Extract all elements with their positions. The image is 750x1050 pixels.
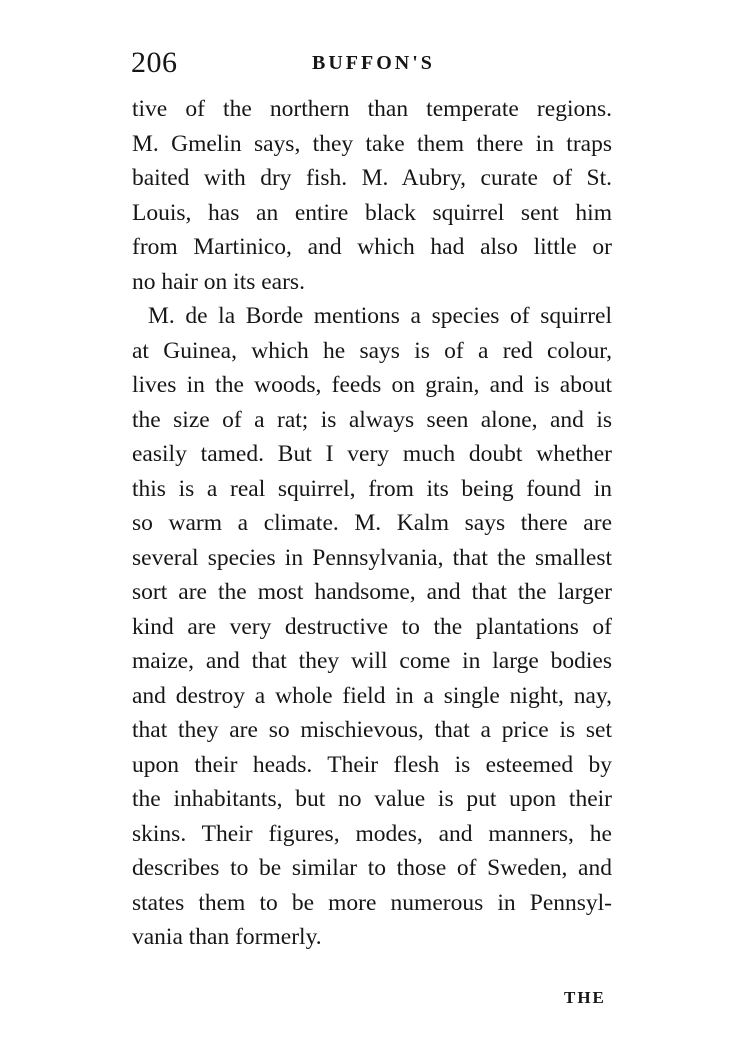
page-header bbox=[131, 46, 611, 86]
text-line: at Guinea, which he says is of a red colour, bbox=[132, 337, 612, 364]
text-line: upon their heads. Their flesh is esteemed by bbox=[132, 751, 612, 778]
text-line: vania than formerly. bbox=[132, 924, 322, 950]
paragraph-2 bbox=[132, 299, 612, 955]
page-number: 206 bbox=[131, 46, 178, 79]
text-line: tive of the northern than temperate regions. bbox=[132, 96, 612, 122]
text-line: several species in Pennsylvania, that the smallest bbox=[132, 544, 612, 571]
text-line: no hair on its ears. bbox=[132, 268, 305, 295]
text-line: Louis, has an entire black squirrel sent him bbox=[132, 199, 612, 226]
text-line: M. de la Borde mentions a species of squirrel bbox=[148, 303, 612, 329]
text-line: lives in the woods, feeds on grain, and is about bbox=[132, 372, 612, 398]
text-line: from Martinico, and which had also little or bbox=[132, 234, 612, 260]
text-line: that they are so mischievous, that a price is set bbox=[132, 717, 612, 743]
text-line: so warm a climate. M. Kalm says there are bbox=[132, 510, 612, 536]
text-line: kind are very destructive to the plantations of bbox=[132, 613, 612, 640]
text-line: easily tamed. But I very much doubt whether bbox=[132, 441, 612, 467]
text-line: and destroy a whole field in a single night, nay, bbox=[132, 682, 612, 709]
text-line: maize, and that they will come in large bodies bbox=[132, 648, 612, 674]
body-text bbox=[132, 92, 612, 955]
text-line: skins. Their figures, modes, and manners, he bbox=[132, 820, 612, 847]
text-line: baited with dry fish. M. Aubry, curate of St. bbox=[132, 165, 612, 191]
text-line: M. Gmelin says, they take them there in traps bbox=[132, 130, 612, 157]
text-line: sort are the most handsome, and that the larger bbox=[132, 579, 612, 605]
running-head: BUFFON'S bbox=[312, 52, 435, 74]
text-line: states them to be more numerous in Pennsyl- bbox=[132, 889, 612, 916]
text-line: the inhabitants, but no value is put upon their bbox=[132, 786, 612, 812]
paragraph-1 bbox=[132, 92, 612, 299]
catchword: THE bbox=[564, 988, 606, 1007]
text-line: this is a real squirrel, from its being found in bbox=[132, 475, 612, 502]
text-line: the size of a rat; is always seen alone, and is bbox=[132, 406, 612, 433]
text-line: describes to be similar to those of Sweden, and bbox=[132, 855, 612, 881]
